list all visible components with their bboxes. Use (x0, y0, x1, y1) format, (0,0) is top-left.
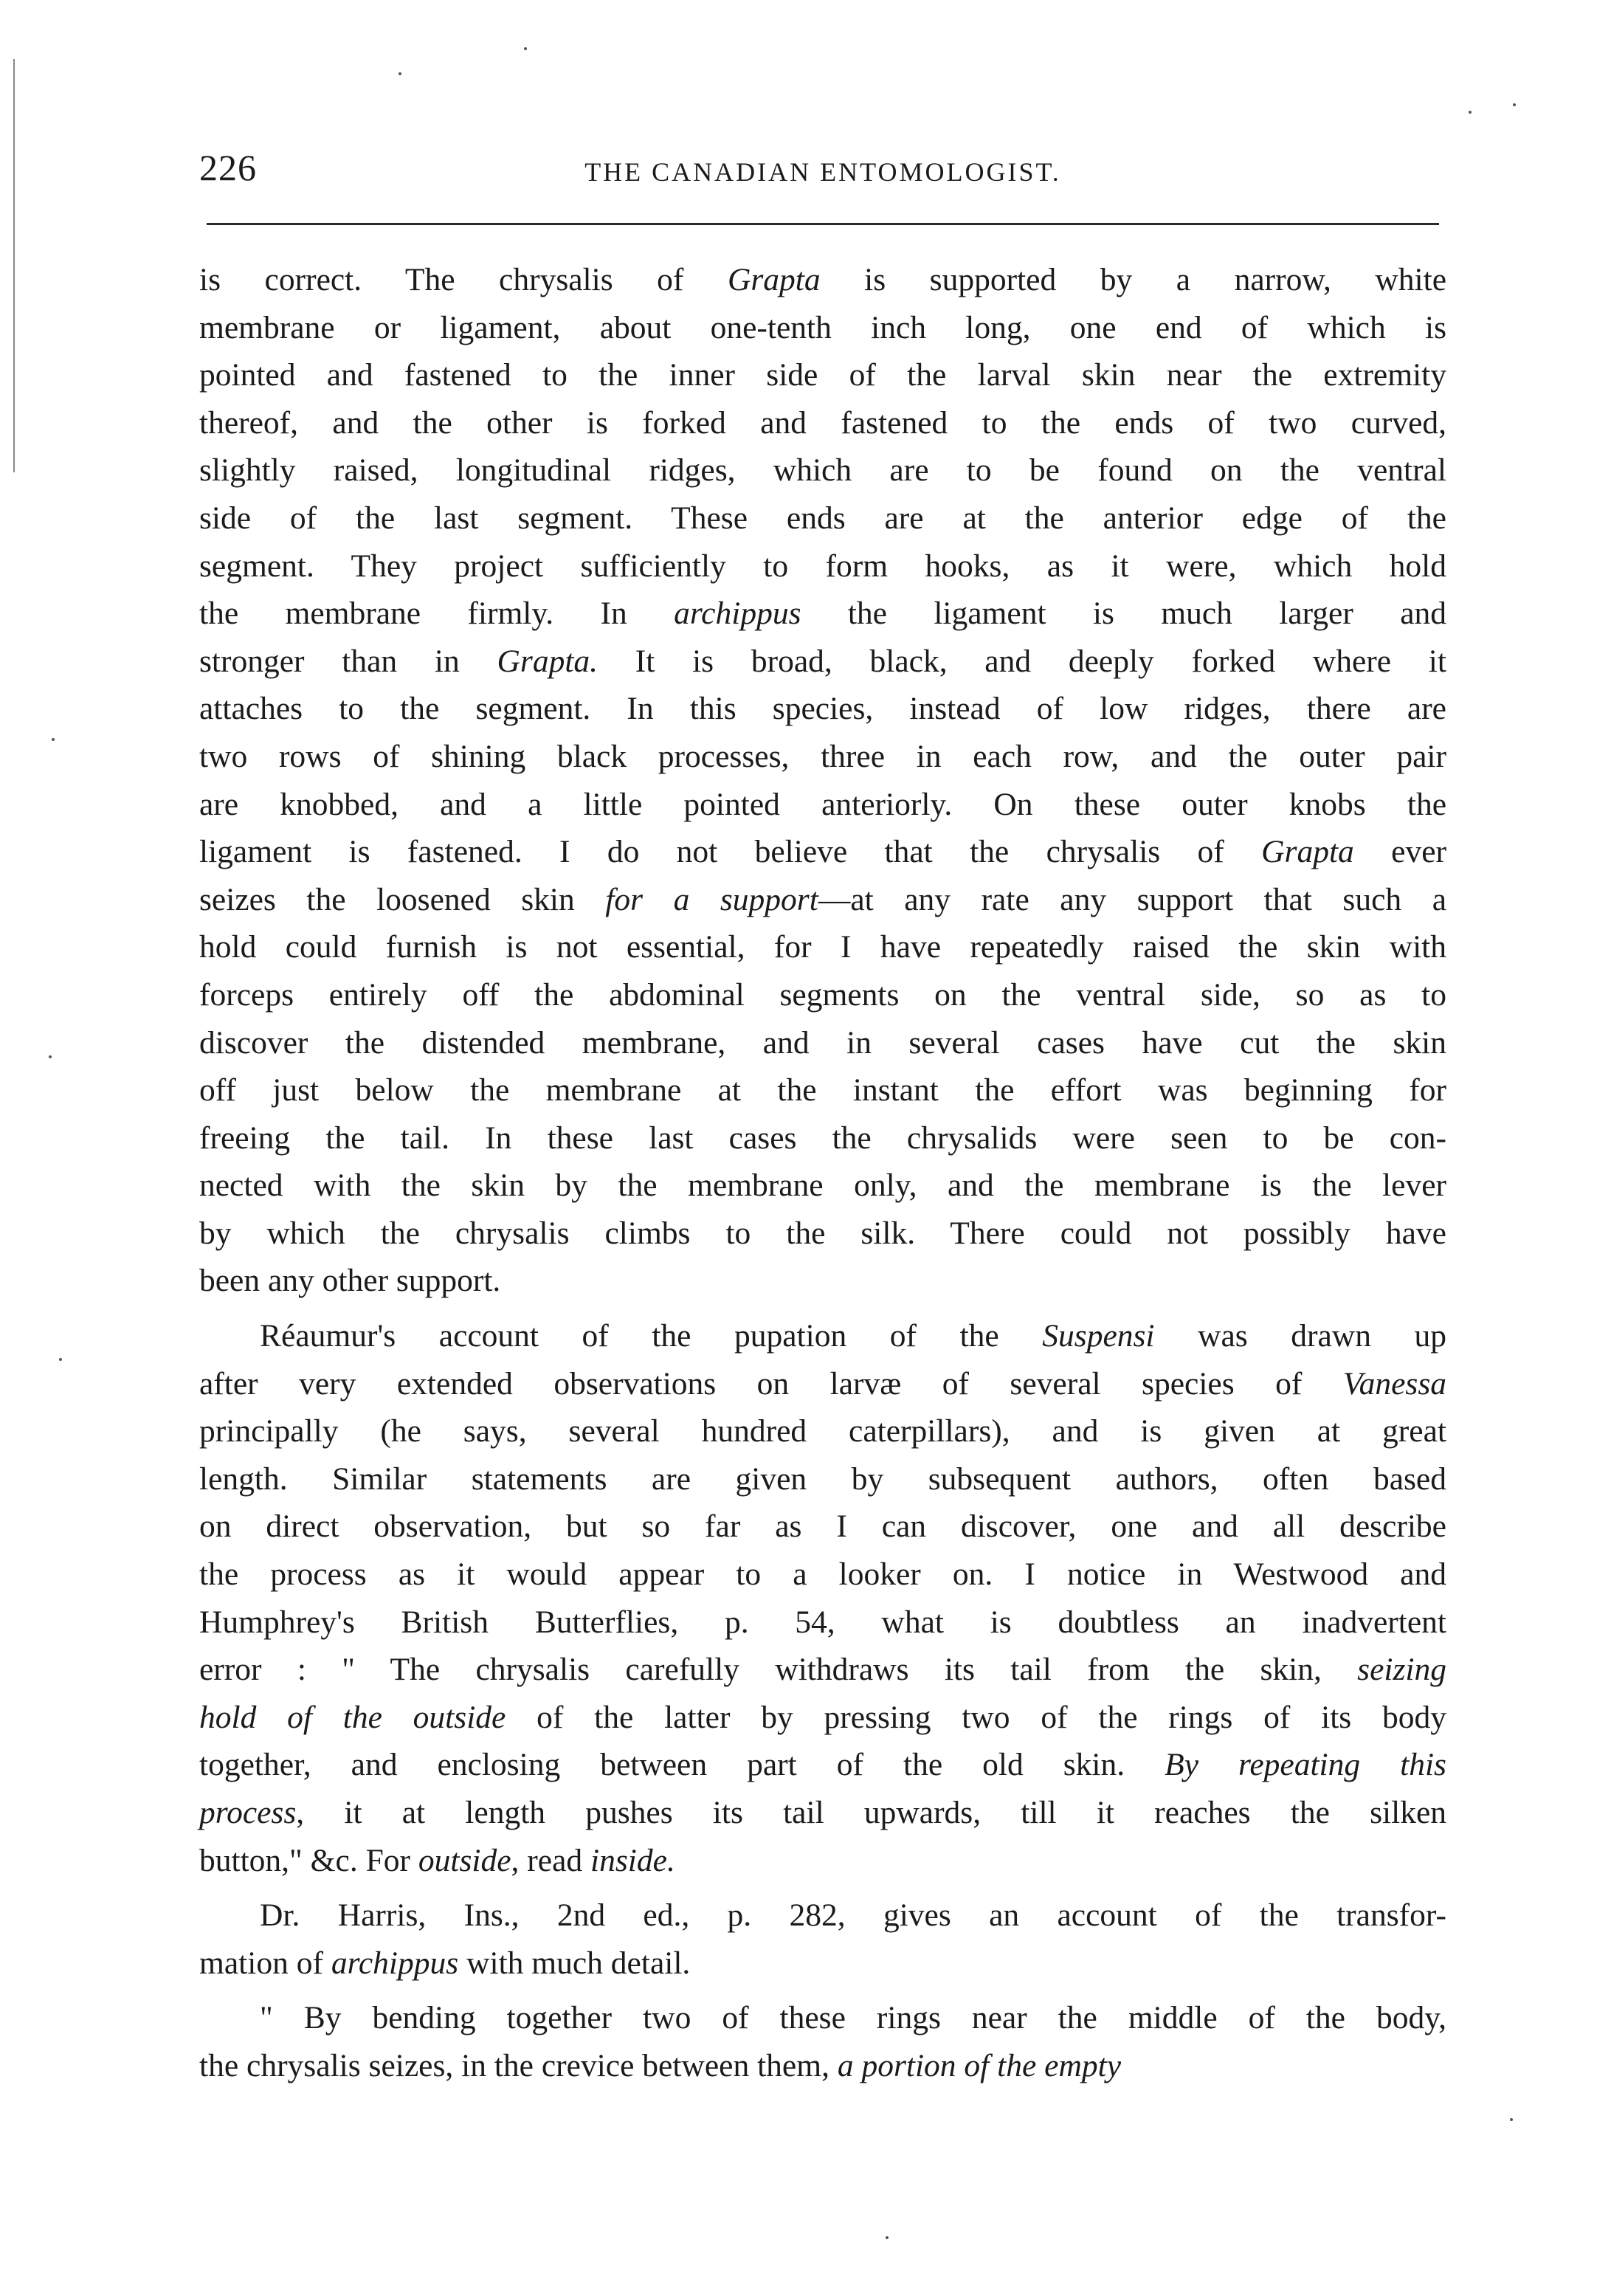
text-run: thereof, and the other is forked and fastened to the ends of two curved, (199, 404, 1446, 441)
text-run: , read (511, 1842, 591, 1878)
text-line (199, 494, 1446, 542)
paragraph (199, 256, 1446, 1305)
text-line (199, 590, 1446, 638)
text-line (199, 304, 1446, 352)
text-run: Dr. Harris, Ins., 2nd ed., p. 282, gives an account of the transfor- (260, 1897, 1446, 1934)
text-line (199, 351, 1446, 399)
text-line (199, 1455, 1446, 1503)
text-line (199, 1114, 1446, 1162)
text-run: is correct. The chrysalis of (199, 262, 728, 297)
italic-text: a portion of the empty (837, 2047, 1122, 2083)
text-run: button," &c. For (199, 1842, 418, 1878)
text-run: membrane or ligament, about one-tenth inch long, one end of which is (199, 309, 1446, 345)
text-line (199, 828, 1446, 876)
text-run: error : " The chrysalis carefully withdraws its tail from the skin, (199, 1652, 1358, 1688)
text-line (199, 1019, 1446, 1067)
italic-text: archippus (674, 596, 801, 632)
italic-text: By repeating this (1165, 1747, 1446, 1783)
paragraph (199, 1994, 1446, 2089)
scan-speck (49, 1055, 52, 1058)
paragraph (199, 1892, 1446, 1987)
text-run: pointed and fastened to the inner side of the larval skin near the extremity (199, 357, 1446, 393)
scan-speck (1510, 2118, 1513, 2121)
text-run: principally (he says, several hundred caterpillars), and is given at great (199, 1413, 1446, 1449)
text-run: the process as it would appear to a looker on. I notice in Westwood and (199, 1556, 1446, 1593)
text-line (199, 1694, 1446, 1742)
text-run: on direct observation, but so far as I can discover, one and all describe (199, 1509, 1446, 1545)
text-run: ever (1353, 834, 1446, 870)
text-line (199, 1503, 1446, 1551)
text-line (199, 685, 1446, 733)
scan-speck (52, 738, 55, 741)
text-line (199, 1407, 1446, 1455)
scan-speck (524, 47, 527, 50)
text-run: forceps entirely off the abdominal segments on the ventral side, so as to (199, 976, 1446, 1013)
italic-text: inside. (590, 1842, 675, 1878)
scan-margin-line (13, 59, 15, 472)
text-line (199, 923, 1446, 971)
text-line (199, 447, 1446, 494)
italic-text: Grapta (727, 262, 821, 297)
text-run: the membrane firmly. In (199, 596, 675, 632)
header-rule (207, 223, 1439, 225)
scan-speck (399, 72, 401, 75)
text-run: two rows of shining black processes, three in each row, and the outer pair (199, 738, 1446, 774)
text-run: length. Similar statements are given by subsequent authors, often based (199, 1461, 1446, 1497)
text-run: are knobbed, and a little pointed anteriorly. On these outer knobs the (199, 786, 1446, 822)
text-run: together, and enclosing between part of the old skin. (199, 1747, 1165, 1783)
text-line (199, 733, 1446, 781)
text-line (199, 781, 1446, 829)
scan-speck (1513, 103, 1516, 106)
italic-text: process (199, 1795, 297, 1830)
text-line (199, 1789, 1446, 1837)
text-line (199, 2042, 1446, 2090)
text-line (199, 1741, 1446, 1789)
text-run: with much detail. (458, 1945, 691, 1981)
page-header (199, 146, 1446, 190)
text-line (199, 1257, 1446, 1305)
text-run: by which the chrysalis climbs to the silk. There could not possibly have (199, 1215, 1446, 1251)
italic-text: Grapta (1261, 834, 1354, 870)
text-run: the chrysalis seizes, in the crevice between them, (199, 2047, 838, 2083)
italic-text: Suspensi (1042, 1318, 1155, 1354)
text-run: It is broad, black, and deeply forked where it (598, 643, 1446, 679)
text-line (199, 1646, 1446, 1694)
text-run: after very extended observations on larvæ of several species of (199, 1365, 1343, 1402)
text-run: nected with the skin by the membrane only, and the membrane is the lever (199, 1168, 1446, 1204)
text-run: seizes the loosened skin (199, 881, 606, 917)
page-number: 226 (199, 147, 257, 188)
text-run: , it at length pushes its tail upwards, till it reaches the silken (296, 1795, 1446, 1830)
text-line (199, 1162, 1446, 1210)
text-run: was drawn up (1154, 1318, 1446, 1354)
italic-text: hold of the outside (199, 1699, 506, 1735)
text-run: the ligament is much larger and (801, 596, 1446, 632)
text-run: slightly raised, longitudinal ridges, which are to be found on the ventral (199, 452, 1446, 489)
scan-speck (59, 1358, 62, 1361)
text-run: Réaumur's account of the pupation of the (260, 1318, 1043, 1354)
italic-text: Vanessa (1342, 1365, 1446, 1402)
text-run: hold could furnish is not essential, for I have repeatedly raised the skin with (199, 929, 1446, 965)
text-run: ligament is fastened. I do not believe that the chrysalis of (199, 834, 1262, 870)
body-text (199, 256, 1446, 2090)
text-line (199, 1551, 1446, 1599)
text-run: stronger than in (199, 643, 497, 679)
text-line (199, 971, 1446, 1019)
text-run: off just below the membrane at the instant the effort was beginning for (199, 1072, 1446, 1109)
italic-text: archippus (331, 1945, 459, 1981)
text-line (199, 876, 1446, 924)
text-run: —at any rate any support that such a (818, 881, 1446, 917)
italic-text: outside (418, 1842, 511, 1878)
text-run: " By bending together two of these rings near the middle of the body, (260, 2000, 1446, 2036)
text-line (199, 638, 1446, 686)
text-line (199, 1940, 1446, 1988)
text-run: been any other support. (199, 1263, 501, 1299)
text-run: segment. They project sufficiently to form hooks, as it were, which hold (199, 548, 1446, 584)
text-run: attaches to the segment. In this species, instead of low ridges, there are (199, 691, 1446, 727)
scan-speck (1469, 111, 1472, 114)
scan-speck (886, 2236, 889, 2239)
text-run: is supported by a narrow, white (820, 262, 1447, 297)
italic-text: for a support (605, 881, 818, 917)
text-run: freeing the tail. In these last cases the chrysalids were seen to be con- (199, 1120, 1446, 1156)
text-line (199, 542, 1446, 590)
text-line (199, 399, 1446, 447)
text-line (199, 1837, 1446, 1885)
text-run: of the latter by pressing two of the rings of its body (506, 1699, 1446, 1735)
text-line (199, 1066, 1446, 1114)
running-title: THE CANADIAN ENTOMOLOGIST. (584, 157, 1061, 187)
text-line (199, 1599, 1446, 1647)
italic-text: seizing (1357, 1652, 1446, 1688)
text-run: mation of (199, 1945, 331, 1981)
text-line (199, 256, 1446, 304)
text-line (199, 1892, 1446, 1940)
text-run: discover the distended membrane, and in several cases have cut the skin (199, 1024, 1446, 1061)
text-run: Humphrey's British Butterflies, p. 54, what is doubtless an inadvertent (199, 1604, 1446, 1640)
text-line (199, 1210, 1446, 1258)
text-run: side of the last segment. These ends are at the anterior edge of the (199, 500, 1446, 536)
italic-text: Grapta. (497, 643, 598, 679)
text-line (199, 1994, 1446, 2042)
paragraph (199, 1312, 1446, 1884)
text-line (199, 1360, 1446, 1408)
text-line (199, 1312, 1446, 1360)
